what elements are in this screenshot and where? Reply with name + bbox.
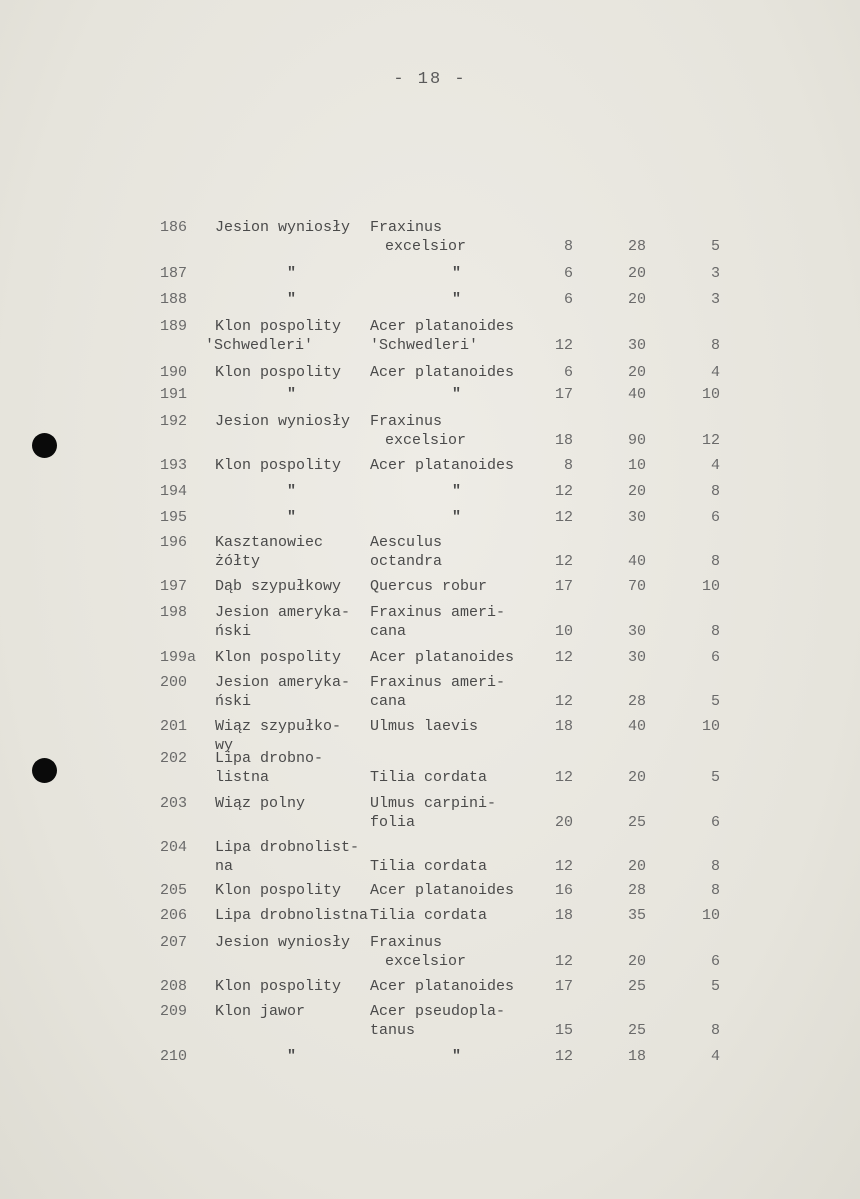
value-col-3: 4 xyxy=(710,364,720,381)
value-col-1: 6 xyxy=(563,265,573,282)
polish-name-ditto: " xyxy=(287,1048,297,1065)
value-col-1: 15 xyxy=(554,1022,573,1039)
latin-name-cont: octandra xyxy=(370,553,443,570)
polish-name-cont: 'Schwedleri' xyxy=(205,337,314,354)
value-col-1: 6 xyxy=(563,291,573,308)
value-col-1: 6 xyxy=(563,364,573,381)
value-col-3: 3 xyxy=(710,265,720,282)
value-col-3: 5 xyxy=(710,769,720,786)
value-col-1: 12 xyxy=(554,1048,573,1065)
row-number: 192 xyxy=(160,413,188,430)
value-col-3: 5 xyxy=(710,978,720,995)
row-number: 189 xyxy=(160,318,188,335)
value-col-3: 8 xyxy=(710,858,720,875)
latin-name: Tilia cordata xyxy=(370,907,488,924)
value-col-1: 12 xyxy=(554,858,573,875)
row-number: 187 xyxy=(160,265,188,282)
value-col-3: 8 xyxy=(710,483,720,500)
value-col-3: 12 xyxy=(701,432,720,449)
value-col-2: 20 xyxy=(627,858,646,875)
latin-name: Quercus robur xyxy=(370,578,488,595)
polish-name: Jesion wyniosły xyxy=(215,413,351,430)
row-number: 194 xyxy=(160,483,188,500)
value-col-1: 16 xyxy=(554,882,573,899)
value-col-1: 18 xyxy=(554,432,573,449)
polish-name: Lipa drobnolistna xyxy=(215,907,369,924)
value-col-2: 30 xyxy=(627,337,646,354)
latin-name: Ulmus laevis xyxy=(370,718,479,735)
value-col-3: 8 xyxy=(710,882,720,899)
value-col-1: 12 xyxy=(554,769,573,786)
value-col-2: 28 xyxy=(627,882,646,899)
polish-name: Kasztanowiec xyxy=(215,534,324,551)
polish-name-ditto: " xyxy=(287,265,297,282)
value-col-1: 17 xyxy=(554,578,573,595)
value-col-3: 6 xyxy=(710,953,720,970)
polish-name: Jesion ameryka- xyxy=(215,604,351,621)
latin-name-ditto: " xyxy=(452,265,462,282)
row-number: 198 xyxy=(160,604,188,621)
row-number: 206 xyxy=(160,907,188,924)
value-col-3: 8 xyxy=(710,1022,720,1039)
polish-name: Klon pospolity xyxy=(215,882,342,899)
latin-name: Fraxinus ameri- xyxy=(370,604,506,621)
polish-name-cont: na xyxy=(215,858,234,875)
latin-name: Fraxinus ameri- xyxy=(370,674,506,691)
latin-name-cont: cana xyxy=(370,623,407,640)
polish-name: Klon jawor xyxy=(215,1003,306,1020)
latin-name: Acer platanoides xyxy=(370,364,515,381)
polish-name: Jesion wyniosły xyxy=(215,934,351,951)
value-col-1: 8 xyxy=(563,457,573,474)
value-col-2: 40 xyxy=(627,553,646,570)
value-col-2: 25 xyxy=(627,978,646,995)
value-col-1: 12 xyxy=(554,509,573,526)
value-col-2: 20 xyxy=(627,769,646,786)
polish-name: Jesion wyniosły xyxy=(215,219,351,236)
row-number: 197 xyxy=(160,578,188,595)
value-col-3: 8 xyxy=(710,623,720,640)
value-col-3: 4 xyxy=(710,1048,720,1065)
value-col-3: 8 xyxy=(710,553,720,570)
row-number: 209 xyxy=(160,1003,188,1020)
row-number: 188 xyxy=(160,291,188,308)
latin-name-ditto: " xyxy=(452,291,462,308)
value-col-2: 10 xyxy=(627,457,646,474)
latin-name-ditto: " xyxy=(452,1048,462,1065)
polish-name-cont: ński xyxy=(215,693,252,710)
latin-name: Ulmus carpini- xyxy=(370,795,497,812)
polish-name: Jesion ameryka- xyxy=(215,674,351,691)
polish-name: Klon pospolity xyxy=(215,457,342,474)
latin-name: Acer platanoides xyxy=(370,978,515,995)
latin-name-cont: excelsior xyxy=(385,432,467,449)
latin-name-cont: 'Schwedleri' xyxy=(370,337,479,354)
value-col-2: 20 xyxy=(627,291,646,308)
polish-name: Lipa drobno- xyxy=(215,750,324,767)
latin-name-ditto: " xyxy=(452,509,462,526)
row-number: 186 xyxy=(160,219,188,236)
polish-name: Dąb szypułkowy xyxy=(215,578,342,595)
value-col-3: 10 xyxy=(701,718,720,735)
value-col-2: 20 xyxy=(627,364,646,381)
row-number: 202 xyxy=(160,750,188,767)
value-col-3: 6 xyxy=(710,649,720,666)
value-col-2: 35 xyxy=(627,907,646,924)
polish-name-ditto: " xyxy=(287,483,297,500)
value-col-2: 25 xyxy=(627,814,646,831)
row-number: 203 xyxy=(160,795,188,812)
value-col-1: 18 xyxy=(554,718,573,735)
value-col-2: 20 xyxy=(627,953,646,970)
latin-name-ditto: " xyxy=(452,386,462,403)
value-col-1: 17 xyxy=(554,386,573,403)
latin-name: Tilia cordata xyxy=(370,769,488,786)
latin-name: Acer platanoides xyxy=(370,649,515,666)
value-col-3: 10 xyxy=(701,578,720,595)
row-number: 193 xyxy=(160,457,188,474)
row-number: 195 xyxy=(160,509,188,526)
value-col-2: 28 xyxy=(627,693,646,710)
value-col-2: 20 xyxy=(627,483,646,500)
polish-name: Klon pospolity xyxy=(215,318,342,335)
polish-name-cont: ński xyxy=(215,623,252,640)
value-col-2: 30 xyxy=(627,509,646,526)
value-col-3: 6 xyxy=(710,814,720,831)
page-number: - 18 - xyxy=(393,70,467,89)
latin-name: Fraxinus xyxy=(370,413,443,430)
value-col-1: 12 xyxy=(554,953,573,970)
polish-name-ditto: " xyxy=(287,386,297,403)
latin-name-cont: cana xyxy=(370,693,407,710)
latin-name: Tilia cordata xyxy=(370,858,488,875)
row-number: 191 xyxy=(160,386,188,403)
value-col-3: 10 xyxy=(701,907,720,924)
row-number: 190 xyxy=(160,364,188,381)
latin-name: Aesculus xyxy=(370,534,443,551)
row-number: 210 xyxy=(160,1048,188,1065)
value-col-1: 10 xyxy=(554,623,573,640)
latin-name: Acer platanoides xyxy=(370,318,515,335)
latin-name-ditto: " xyxy=(452,483,462,500)
value-col-2: 70 xyxy=(627,578,646,595)
latin-name: Fraxinus xyxy=(370,934,443,951)
value-col-2: 18 xyxy=(627,1048,646,1065)
value-col-1: 12 xyxy=(554,483,573,500)
value-col-2: 40 xyxy=(627,386,646,403)
latin-name-cont: folia xyxy=(370,814,416,831)
polish-name: Klon pospolity xyxy=(215,649,342,666)
value-col-2: 40 xyxy=(627,718,646,735)
value-col-3: 6 xyxy=(710,509,720,526)
value-col-1: 12 xyxy=(554,553,573,570)
polish-name: Klon pospolity xyxy=(215,364,342,381)
latin-name: Acer pseudopla- xyxy=(370,1003,506,1020)
latin-name: Acer platanoides xyxy=(370,457,515,474)
polish-name-ditto: " xyxy=(287,291,297,308)
row-number: 208 xyxy=(160,978,188,995)
value-col-3: 3 xyxy=(710,291,720,308)
value-col-1: 8 xyxy=(563,238,573,255)
row-number: 199a xyxy=(160,649,197,666)
polish-name: Wiąz polny xyxy=(215,795,306,812)
polish-name: Lipa drobnolist- xyxy=(215,839,360,856)
row-number: 196 xyxy=(160,534,188,551)
row-number: 205 xyxy=(160,882,188,899)
polish-name-cont: żółty xyxy=(215,553,261,570)
value-col-2: 30 xyxy=(627,623,646,640)
polish-name-cont: listna xyxy=(215,769,270,786)
row-number: 201 xyxy=(160,718,188,735)
value-col-3: 8 xyxy=(710,337,720,354)
value-col-2: 90 xyxy=(627,432,646,449)
value-col-1: 20 xyxy=(554,814,573,831)
latin-name-cont: tanus xyxy=(370,1022,416,1039)
value-col-1: 12 xyxy=(554,693,573,710)
latin-name-cont: excelsior xyxy=(385,238,467,255)
value-col-2: 28 xyxy=(627,238,646,255)
polish-name: Klon pospolity xyxy=(215,978,342,995)
polish-name-cont: wy xyxy=(215,737,234,754)
row-number: 207 xyxy=(160,934,188,951)
value-col-1: 12 xyxy=(554,337,573,354)
value-col-2: 25 xyxy=(627,1022,646,1039)
row-number: 200 xyxy=(160,674,188,691)
latin-name: Acer platanoides xyxy=(370,882,515,899)
latin-name-cont: excelsior xyxy=(385,953,467,970)
value-col-3: 5 xyxy=(710,238,720,255)
value-col-1: 12 xyxy=(554,649,573,666)
value-col-2: 30 xyxy=(627,649,646,666)
polish-name: Wiąz szypułko- xyxy=(215,718,342,735)
value-col-3: 4 xyxy=(710,457,720,474)
value-col-1: 18 xyxy=(554,907,573,924)
value-col-3: 10 xyxy=(701,386,720,403)
polish-name-ditto: " xyxy=(287,509,297,526)
value-col-3: 5 xyxy=(710,693,720,710)
row-number: 204 xyxy=(160,839,188,856)
value-col-1: 17 xyxy=(554,978,573,995)
value-col-2: 20 xyxy=(627,265,646,282)
latin-name: Fraxinus xyxy=(370,219,443,236)
